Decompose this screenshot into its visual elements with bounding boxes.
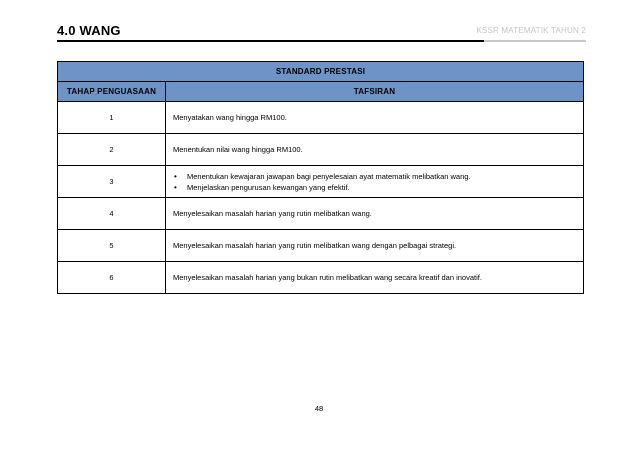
level-cell: 5 xyxy=(58,230,166,262)
header-divider-accent xyxy=(484,40,586,42)
table-row xyxy=(58,134,584,166)
level-cell: 1 xyxy=(58,102,166,134)
column-header-description: TAFSIRAN xyxy=(166,82,584,102)
description-cell: Menentukan nilai wang hingga RM100. xyxy=(166,134,584,166)
table-header-row xyxy=(58,82,584,102)
description-cell: Menyatakan wang hingga RM100. xyxy=(166,102,584,134)
bullet-item: • Menjelaskan pengurusan kewangan yang efektif. xyxy=(173,182,583,193)
table-row xyxy=(58,102,584,134)
description-cell: Menyelesaikan masalah harian yang rutin melibatkan wang. xyxy=(166,198,584,230)
level-cell: 2 xyxy=(58,134,166,166)
table-row xyxy=(58,198,584,230)
page-title: 4.0 WANG xyxy=(57,23,121,38)
description-cell xyxy=(166,166,584,198)
bullet-list xyxy=(173,171,583,193)
description-cell: Menyelesaikan masalah harian yang bukan rutin melibatkan wang secara kreatif dan inovatif. xyxy=(166,262,584,294)
table-row xyxy=(58,230,584,262)
standard-prestasi-table xyxy=(57,61,584,294)
description-cell: Menyelesaikan masalah harian yang rutin melibatkan wang dengan pelbagai strategi. xyxy=(166,230,584,262)
table-banner: STANDARD PRESTASI xyxy=(58,62,584,82)
level-cell: 6 xyxy=(58,262,166,294)
level-cell: 4 xyxy=(58,198,166,230)
page-number: 48 xyxy=(314,404,324,413)
column-header-level: TAHAP PENGUASAAN xyxy=(58,82,166,102)
bullet-item: • Menentukan kewajaran jawapan bagi penyelesaian ayat matematik melibatkan wang. xyxy=(173,171,583,182)
table-banner-row xyxy=(58,62,584,82)
page-header xyxy=(57,20,586,42)
header-subject-label: KSSR MATEMATIK TAHUN 2 xyxy=(476,26,586,35)
table-row xyxy=(58,166,584,198)
table-row xyxy=(58,262,584,294)
level-cell: 3 xyxy=(58,166,166,198)
